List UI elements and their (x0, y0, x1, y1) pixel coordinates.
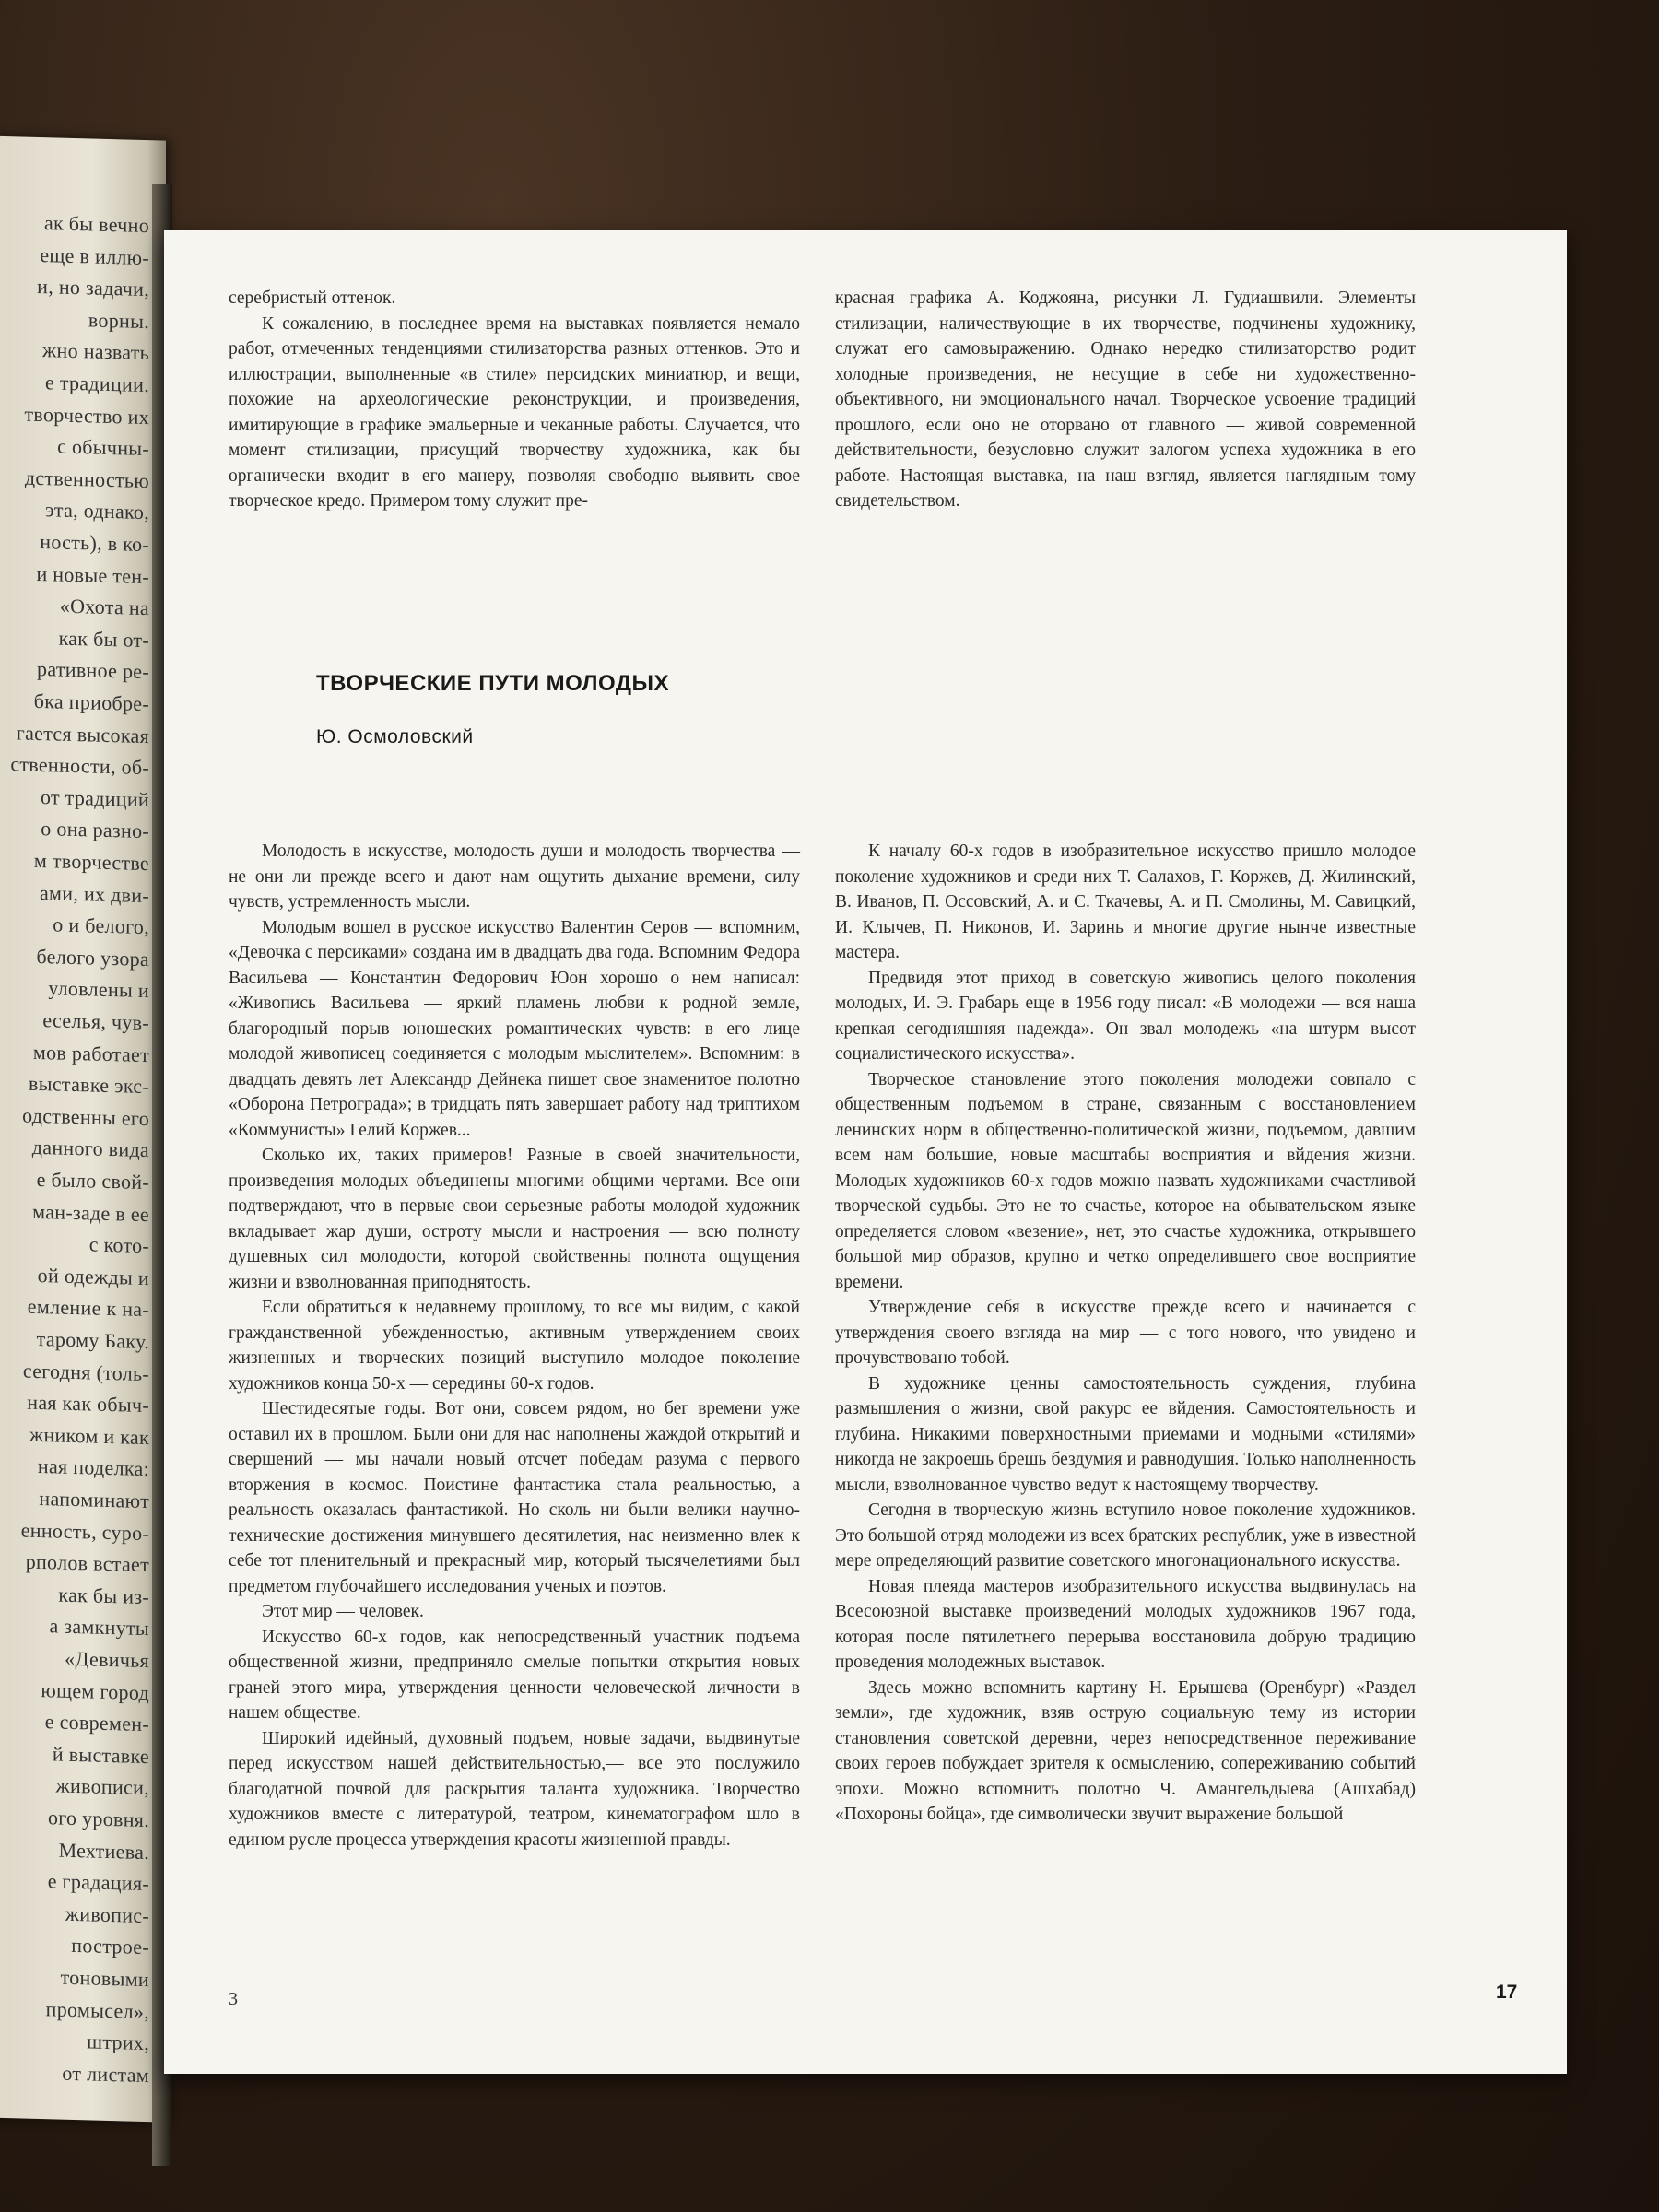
paragraph: Сколько их, таких примеров! Разные в своей значительности, произведения молодых объединены многими общими чертами. Все они подтверждают, что в первые свои серьезные работы молодой художник вкладывает жар души, остроту мысли и настроения — всю полноту душевных сил молодости, которой свойственны полнота ощущения жизни и взволнованная приподнятость. (229, 1146, 800, 1292)
left-page-text-line: выставке экс- (29, 1071, 149, 1099)
left-page-text-line: е градация- (47, 1869, 149, 1896)
left-page-text-line: еселья, чув- (42, 1008, 149, 1035)
paragraph: К началу 60-х годов в изобразительное искусство пришло молодое поколение художников и среди них Т. Салахов, Г. Коржев, Д. Жилинский, В. Иванов, П. Оссовский, А. и С. Ткачевы, А. и П. Смолины, М. Савицкий, И. Клычев, П. Никонов, И. Заринь и многие другие нынче известные мастера. (835, 841, 1416, 962)
top-left-column (229, 286, 800, 514)
page-number-right: 17 (1496, 1982, 1518, 2003)
paragraph: Шестидесятые годы. Вот они, совсем рядом, но бег времени уже оставил их в прошлом. Были они для нас наполнены жаждой открытий и свершений — мы начали новый отсчет победам разума с первого вторжения в космос. Поистине фантастика стала реальностью, а реальность оказалась фантастикой. Но сколь ни были велики научно-технические достижения минувшего десятилетия, нас неизменно влек к себе тот пленительный и прекрасный мир, который тысячелетиями был предметом глубочайшего исследования ученых и поэтов. (229, 1399, 800, 1596)
left-page-text-line: е современ- (44, 1710, 149, 1736)
left-page-text-line: ющем город (41, 1677, 149, 1704)
left-page-text-line: рполов встает (25, 1549, 149, 1577)
left-page-text-line: данного вида (31, 1135, 149, 1162)
paragraph: серебристый оттенок. (229, 288, 396, 308)
left-page-text-line: о и белого, (53, 912, 149, 939)
left-page-text-line: енность, суро- (20, 1518, 149, 1545)
paragraph: Молодость в искусстве, молодость души и молодость творчества — не они ли прежде всего и дают нам ощутить дыхание времени, силу чувств, устремленность мысли. (229, 841, 800, 912)
paragraph: Здесь можно вспомнить картину Н. Ерышева (Оренбург) «Раздел земли», где художник, взяв острую социальную тему из истории становления советской деревни, через непосредственное переживание своих героев побуждает зрителя к осмыслению, сопереживанию событий эпохи. Можно вспомнить полотно Ч. Амангельдыева (Ашхабад) «Похороны бойца», где символически звучит выражение большой (835, 1677, 1416, 1824)
left-page-text-line: ность), в ко- (40, 530, 149, 557)
left-page-text-line: бка приобре- (33, 688, 149, 716)
left-page-text-line: уловлены и (48, 976, 149, 1003)
left-page-text-line: ративное ре- (37, 657, 149, 684)
left-page-text-line: ман-заде в ее (32, 1199, 149, 1226)
left-page-text-line: «Девичья (65, 1646, 149, 1673)
left-page-text-line: штрих, (87, 2030, 149, 2055)
bottom-left-column (229, 839, 800, 1853)
page-number-left: 3 (229, 1989, 238, 2009)
left-page-text-line: ворны. (88, 308, 149, 333)
paragraph: Сегодня в творческую жизнь вступило новое поколение художников. Это большой отряд молодежи из всех братских республик, уже в известной мере определяющий развитие советского многонационального искусства. (835, 1500, 1416, 1571)
left-page-text-line: ная поделка: (37, 1454, 149, 1481)
paragraph: В художнике ценны самостоятельность суждения, глубина размышления о жизни, свой ракурс ее вйдения. Самостоятельность и глубина. Никакими поверхностными приемами и модными «стилями» никогда не закроешь брешь бездумия и равнодушия. Только наполненность мысли, взволнованное чувство ведут к настоящему творчеству. (835, 1373, 1416, 1495)
left-page-text-line: емление к на- (27, 1295, 149, 1322)
left-page-text-line: как бы из- (58, 1583, 149, 1608)
left-page-text-line: е традиции. (45, 371, 149, 397)
left-page-text-line: ой одежды и (37, 1263, 149, 1289)
left-page-text-line: Мехтиева. (58, 1838, 149, 1864)
paragraph: Молодым вошел в русское искусство Валентин Серов — вспомним, «Девочка с персиками» создана им в двадцать два года. Вспомним Федора Васильева — Константин Федорович Юон хорошо о нем написал: «Живопись Васильева — яркий пламень любви к родной земле, благородный порыв юношеских романтических чувств: в его лице молодой живописец соединяется с молодым мыслителем». Вспомним: в двадцать девять лет Александр Дейнека пишет свое знаменитое полотно «Оборона Петрограда»; в тридцать пять завершает работу над триптихом «Коммунисты» Гелий Коржев... (229, 917, 800, 1140)
left-page-text-line: мов работает (32, 1040, 149, 1066)
left-page-text-line: с кото- (88, 1232, 149, 1258)
paragraph: Новая плеяда мастеров изобразительного искусства выдвинулась на Всесоюзной выставке произведений молодых художников 1967 года, которая после пятилетнего перерыва восстановила добрую традицию проведения молодежных выставок. (835, 1576, 1416, 1672)
left-page-text-line: тоновыми (60, 1965, 149, 1992)
left-page-text-line: дственностью (24, 465, 149, 492)
left-page-text-line: ак бы вечно (43, 211, 149, 238)
left-page-text-line: от листам (62, 2061, 149, 2087)
left-page-text-line: жно назвать (42, 338, 149, 365)
top-right-column (835, 286, 1416, 514)
bottom-right-column (835, 839, 1416, 1828)
left-page-text-line: еще в иллю- (40, 242, 149, 269)
left-page-edge (0, 135, 166, 2122)
left-page-text-line: гается высокая (16, 720, 149, 747)
paragraph: Утверждение себя в искусстве прежде всего и начинается с утверждения своего взгляда на мир — с того нового, что увидено и прочувствовано тобой. (835, 1298, 1416, 1368)
left-page-text-line: е было свой- (36, 1167, 149, 1194)
paragraph: К сожалению, в последнее время на выставках появляется немало работ, отмеченных тенденциями стилизаторства разных оттенков. Это и иллюстрации, выполненные «в стиле» персидских миниатюр, и вещи, похожие на археологические реконструкции, и произведения, имитирующие в графике эмальерные и чеканные работы. Случается, что момент стилизации, присущий творчеству художника, как бы органически входит в его манеру, позволяя свободно выявить свое творческое кредо. Примером тому служит пре- (229, 313, 800, 511)
left-page-text-line: живопис- (65, 1901, 149, 1927)
left-page-text-line: тарому Баку. (36, 1326, 149, 1354)
paragraph: Предвидя этот приход в советскую живопись целого поколения молодых, И. Э. Грабарь еще в 1956 году писал: «В молодежи — вся наша крепкая сегодняшняя надежда». Он звал молодежь «на штурм высот социалистического искусства». (835, 968, 1416, 1064)
paragraph: Этот мир — человек. (262, 1602, 424, 1621)
left-page-text-line: о она разно- (41, 817, 149, 843)
paragraph: красная графика А. Коджояна, рисунки Л. Гудиашвили. Элементы стилизации, наличествующие в их творчестве, подчинены художнику, служат его самовыражению. Однако нередко стилизаторство родит холодные произведения, не несущие в себе ни художественно-объективного, ни эмоционального начал. Творческое усвоение традиций прошлого, если оно не оторвано от главного — живой современной действительности, безусловно служит залогом успеха художника в его работе. Настоящая выставка, на наш взгляд, является наглядным тому свидетельством. (835, 288, 1416, 511)
left-page-text-line: напоминают (39, 1487, 149, 1513)
left-page-text-line: ого уровня. (47, 1806, 149, 1832)
article-author: Ю. Осмоловский (316, 726, 474, 747)
left-page-text-line: а замкнуты (49, 1614, 149, 1641)
paragraph: Искусство 60-х годов, как непосредственный участник подъема общественной жизни, предприняло смелые попытки открытия новых граней этого мира, утверждения ценности человеческой личности в нашем обществе. (229, 1627, 800, 1723)
left-page-text-line: живописи, (55, 1773, 149, 1800)
left-page-text-line: и новые тен- (36, 561, 149, 588)
left-page-text-line: творчество их (24, 402, 149, 429)
magazine-page (164, 230, 1567, 2074)
left-page-text-line: от традиций (40, 784, 149, 811)
left-page-text-line: м творчестве (33, 848, 149, 876)
left-page-text-line: одственны его (22, 1103, 149, 1130)
left-page-text-line: й выставке (52, 1742, 149, 1768)
left-page-text-line: «Охота на (59, 594, 149, 620)
paragraph: Творческое становление этого поколения молодежи совпало с общественным подъемом в стране, связанным с восстановлением ленинских норм в общественно-политической жизни, подъемом, давшим всем нам большие, новые масштабы восприятия и вйдения жизни. Молодых художников 60-х годов можно назвать художниками счастливой творческой судьбы. Это не то счастье, которое на обывательском языке определяется словом «везение», нет, это счастье художника, открывшего большой мир образов, крупно и четко определившего свое восприятие времени. (835, 1069, 1416, 1292)
left-page-text-line: эта, однако, (45, 498, 149, 524)
left-page-text-line: ная как обыч- (27, 1390, 149, 1418)
article-title: ТВОРЧЕСКИЕ ПУТИ МОЛОДЫХ (316, 671, 669, 696)
left-page-text-line: жником и как (29, 1422, 149, 1449)
left-page-text-line: сегодня (толь- (22, 1359, 149, 1385)
left-page-text-line: промысел», (45, 1996, 149, 2023)
paragraph: Если обратиться к недавнему прошлому, то все мы видим, с какой гражданственной убежденностью, активным утверждением своих жизненных и творческих позиций выступило молодое поколение художников конца 50-х — середины 60-х годов. (229, 1298, 800, 1394)
left-page-text-line: и, но задачи, (37, 275, 149, 301)
left-page-text-line: ственности, об- (10, 752, 149, 780)
left-page-text-line: ами, их дви- (39, 880, 149, 907)
left-page-text-line: белого узора (36, 944, 149, 971)
left-page-text-line: как бы от- (58, 626, 149, 652)
left-page-text-line: построе- (71, 1934, 149, 1959)
paragraph: Широкий идейный, духовный подъем, новые задачи, выдвинутые перед искусством нашей действительностью,— все это послужило благодатной почвой для раскрытия таланта художника. Творчество художников вместе с литературой, театром, кинематографом шло в едином русле процесса утверждения красоты жизненной правды. (229, 1728, 800, 1850)
left-page-text-line: с обычны- (57, 434, 149, 461)
